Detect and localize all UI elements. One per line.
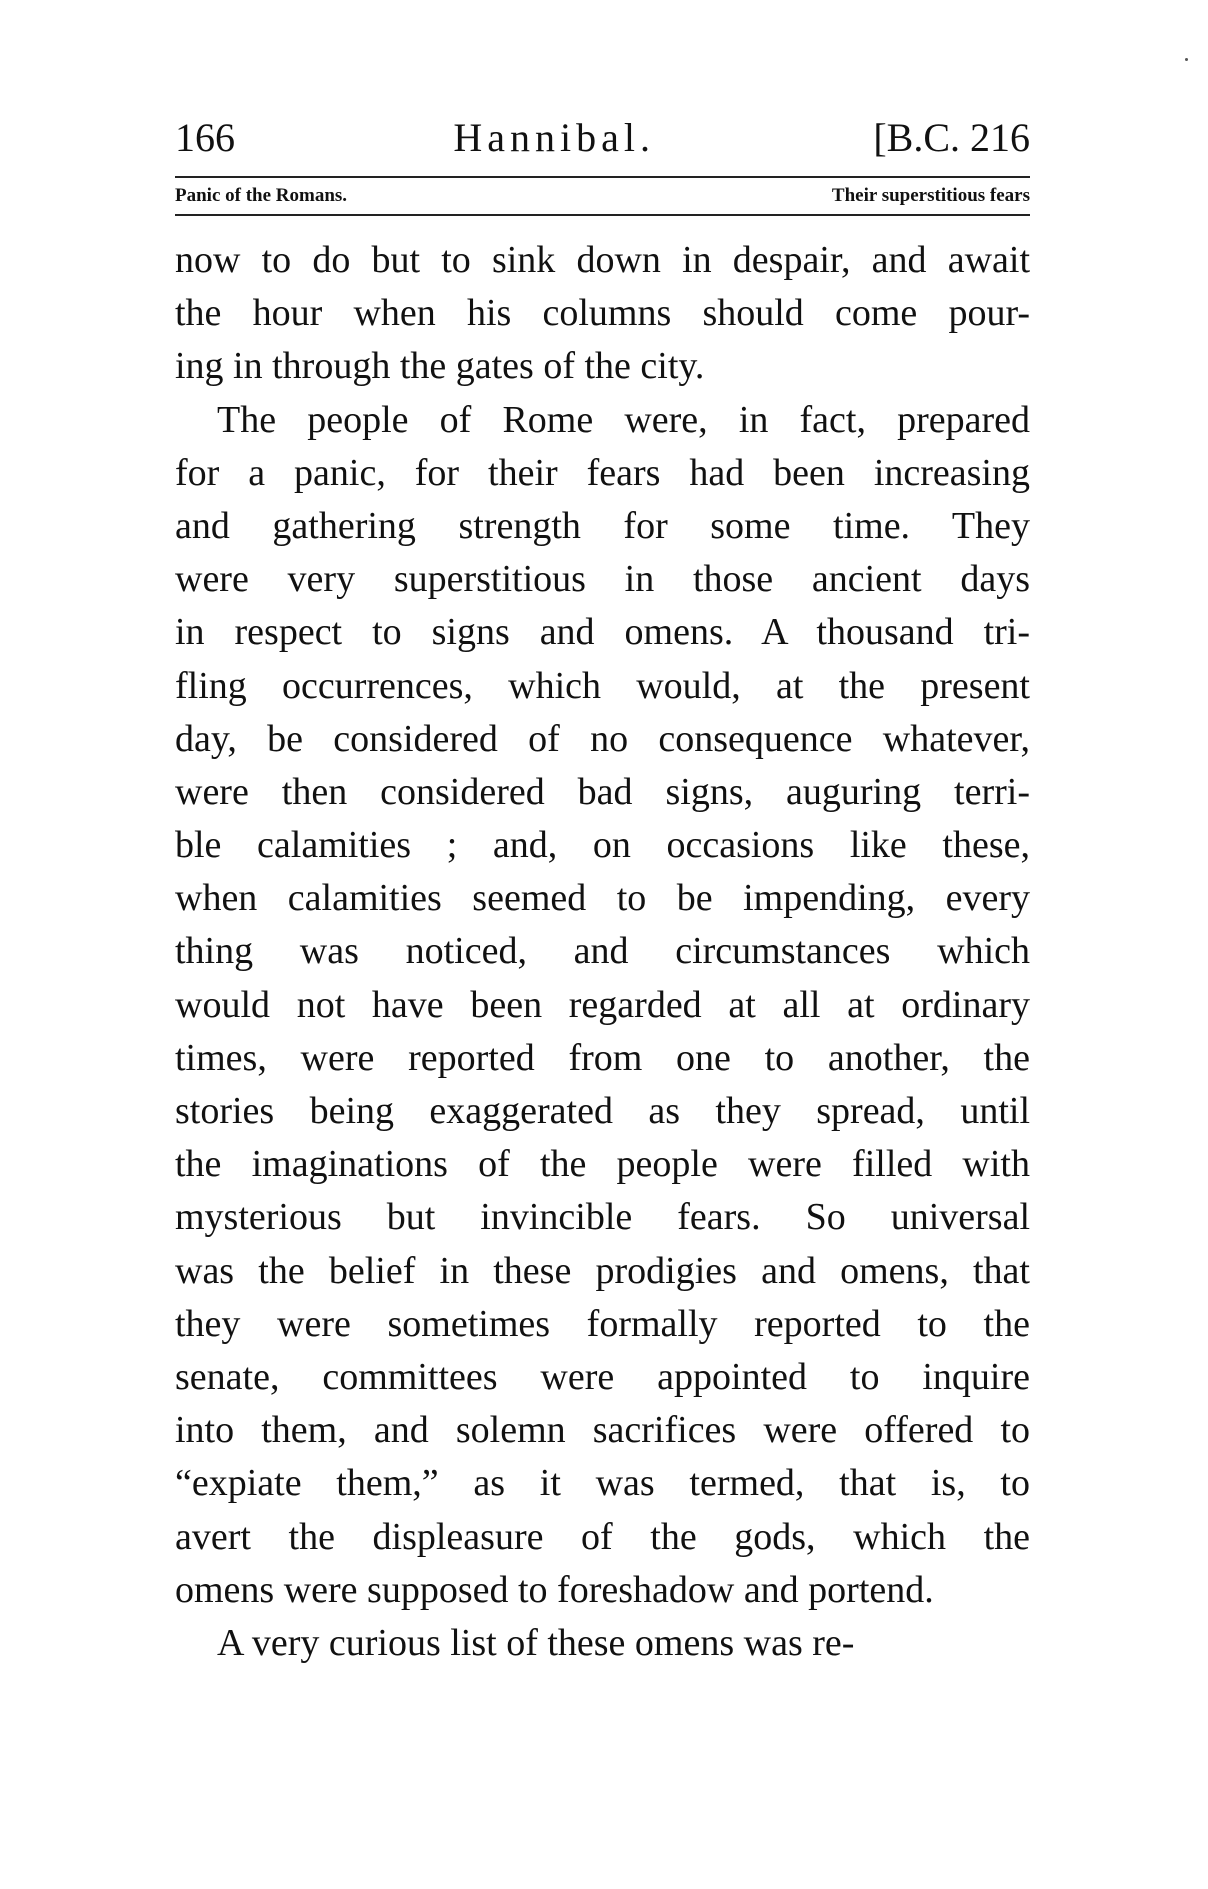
text-line: stories being exaggerated as they spread, until	[175, 1090, 1030, 1132]
subhead-left: Panic of the Romans.	[175, 185, 348, 206]
paragraph	[175, 394, 1030, 1617]
page-number: 166	[175, 115, 235, 160]
running-head	[175, 110, 1030, 166]
body-text	[175, 234, 1030, 1670]
text-line: would not have been regarded at all at ordinary	[175, 983, 1030, 1026]
text-line: into them, and solemn sacrifices were offered to	[175, 1409, 1030, 1452]
text-line: senate, committees were appointed to inquire	[175, 1355, 1030, 1398]
text-line: thing was noticed, and circumstances which	[175, 930, 1030, 973]
text-line: ble calamities ; and, on occasions like these,	[175, 824, 1030, 867]
text-line: avert the displeasure of the gods, which the	[175, 1515, 1030, 1558]
text-line: A very curious list of these omens was re-	[217, 1621, 855, 1664]
text-line: were then considered bad signs, auguring terri-	[175, 770, 1030, 813]
text-line: the imaginations of the people were filled with	[175, 1143, 1030, 1186]
text-line: in respect to signs and omens. A thousand tri-	[175, 611, 1030, 654]
text-line: day, be considered of no consequence whatever,	[175, 717, 1030, 760]
section-subhead	[175, 178, 1030, 214]
text-line: now to do but to sink down in despair, and await	[175, 239, 1030, 281]
subhead-right: Their superstitious fears	[831, 185, 1030, 206]
paragraph	[175, 1617, 1030, 1670]
text-line: fling occurrences, which would, at the present	[175, 664, 1030, 707]
text-line: for a panic, for their fears had been increasing	[175, 451, 1030, 494]
text-line: omens were supposed to foreshadow and portend.	[175, 1568, 934, 1611]
text-line: “expiate them,” as it was termed, that is, to	[175, 1462, 1030, 1505]
text-line: mysterious but invincible fears. So universal	[175, 1196, 1030, 1239]
book-page	[175, 110, 1030, 1670]
text-line: and gathering strength for some time. They	[175, 504, 1030, 547]
date-marker: [B.C. 216	[873, 115, 1030, 160]
paragraph	[175, 234, 1030, 394]
text-line: when calamities seemed to be impending, every	[175, 877, 1030, 920]
text-line: the hour when his columns should come pour-	[175, 292, 1030, 335]
text-line: were very superstitious in those ancient days	[175, 558, 1030, 601]
header-rule-bottom	[175, 214, 1030, 216]
text-line: times, were reported from one to another, the	[175, 1036, 1030, 1079]
text-line: they were sometimes formally reported to the	[175, 1302, 1030, 1345]
text-line: The people of Rome were, in fact, prepared	[217, 398, 1030, 441]
text-line: ing in through the gates of the city.	[175, 345, 705, 388]
stray-ink-mark	[1185, 58, 1188, 61]
text-line: was the belief in these prodigies and omens, that	[175, 1249, 1030, 1292]
running-title: Hannibal.	[453, 115, 655, 160]
